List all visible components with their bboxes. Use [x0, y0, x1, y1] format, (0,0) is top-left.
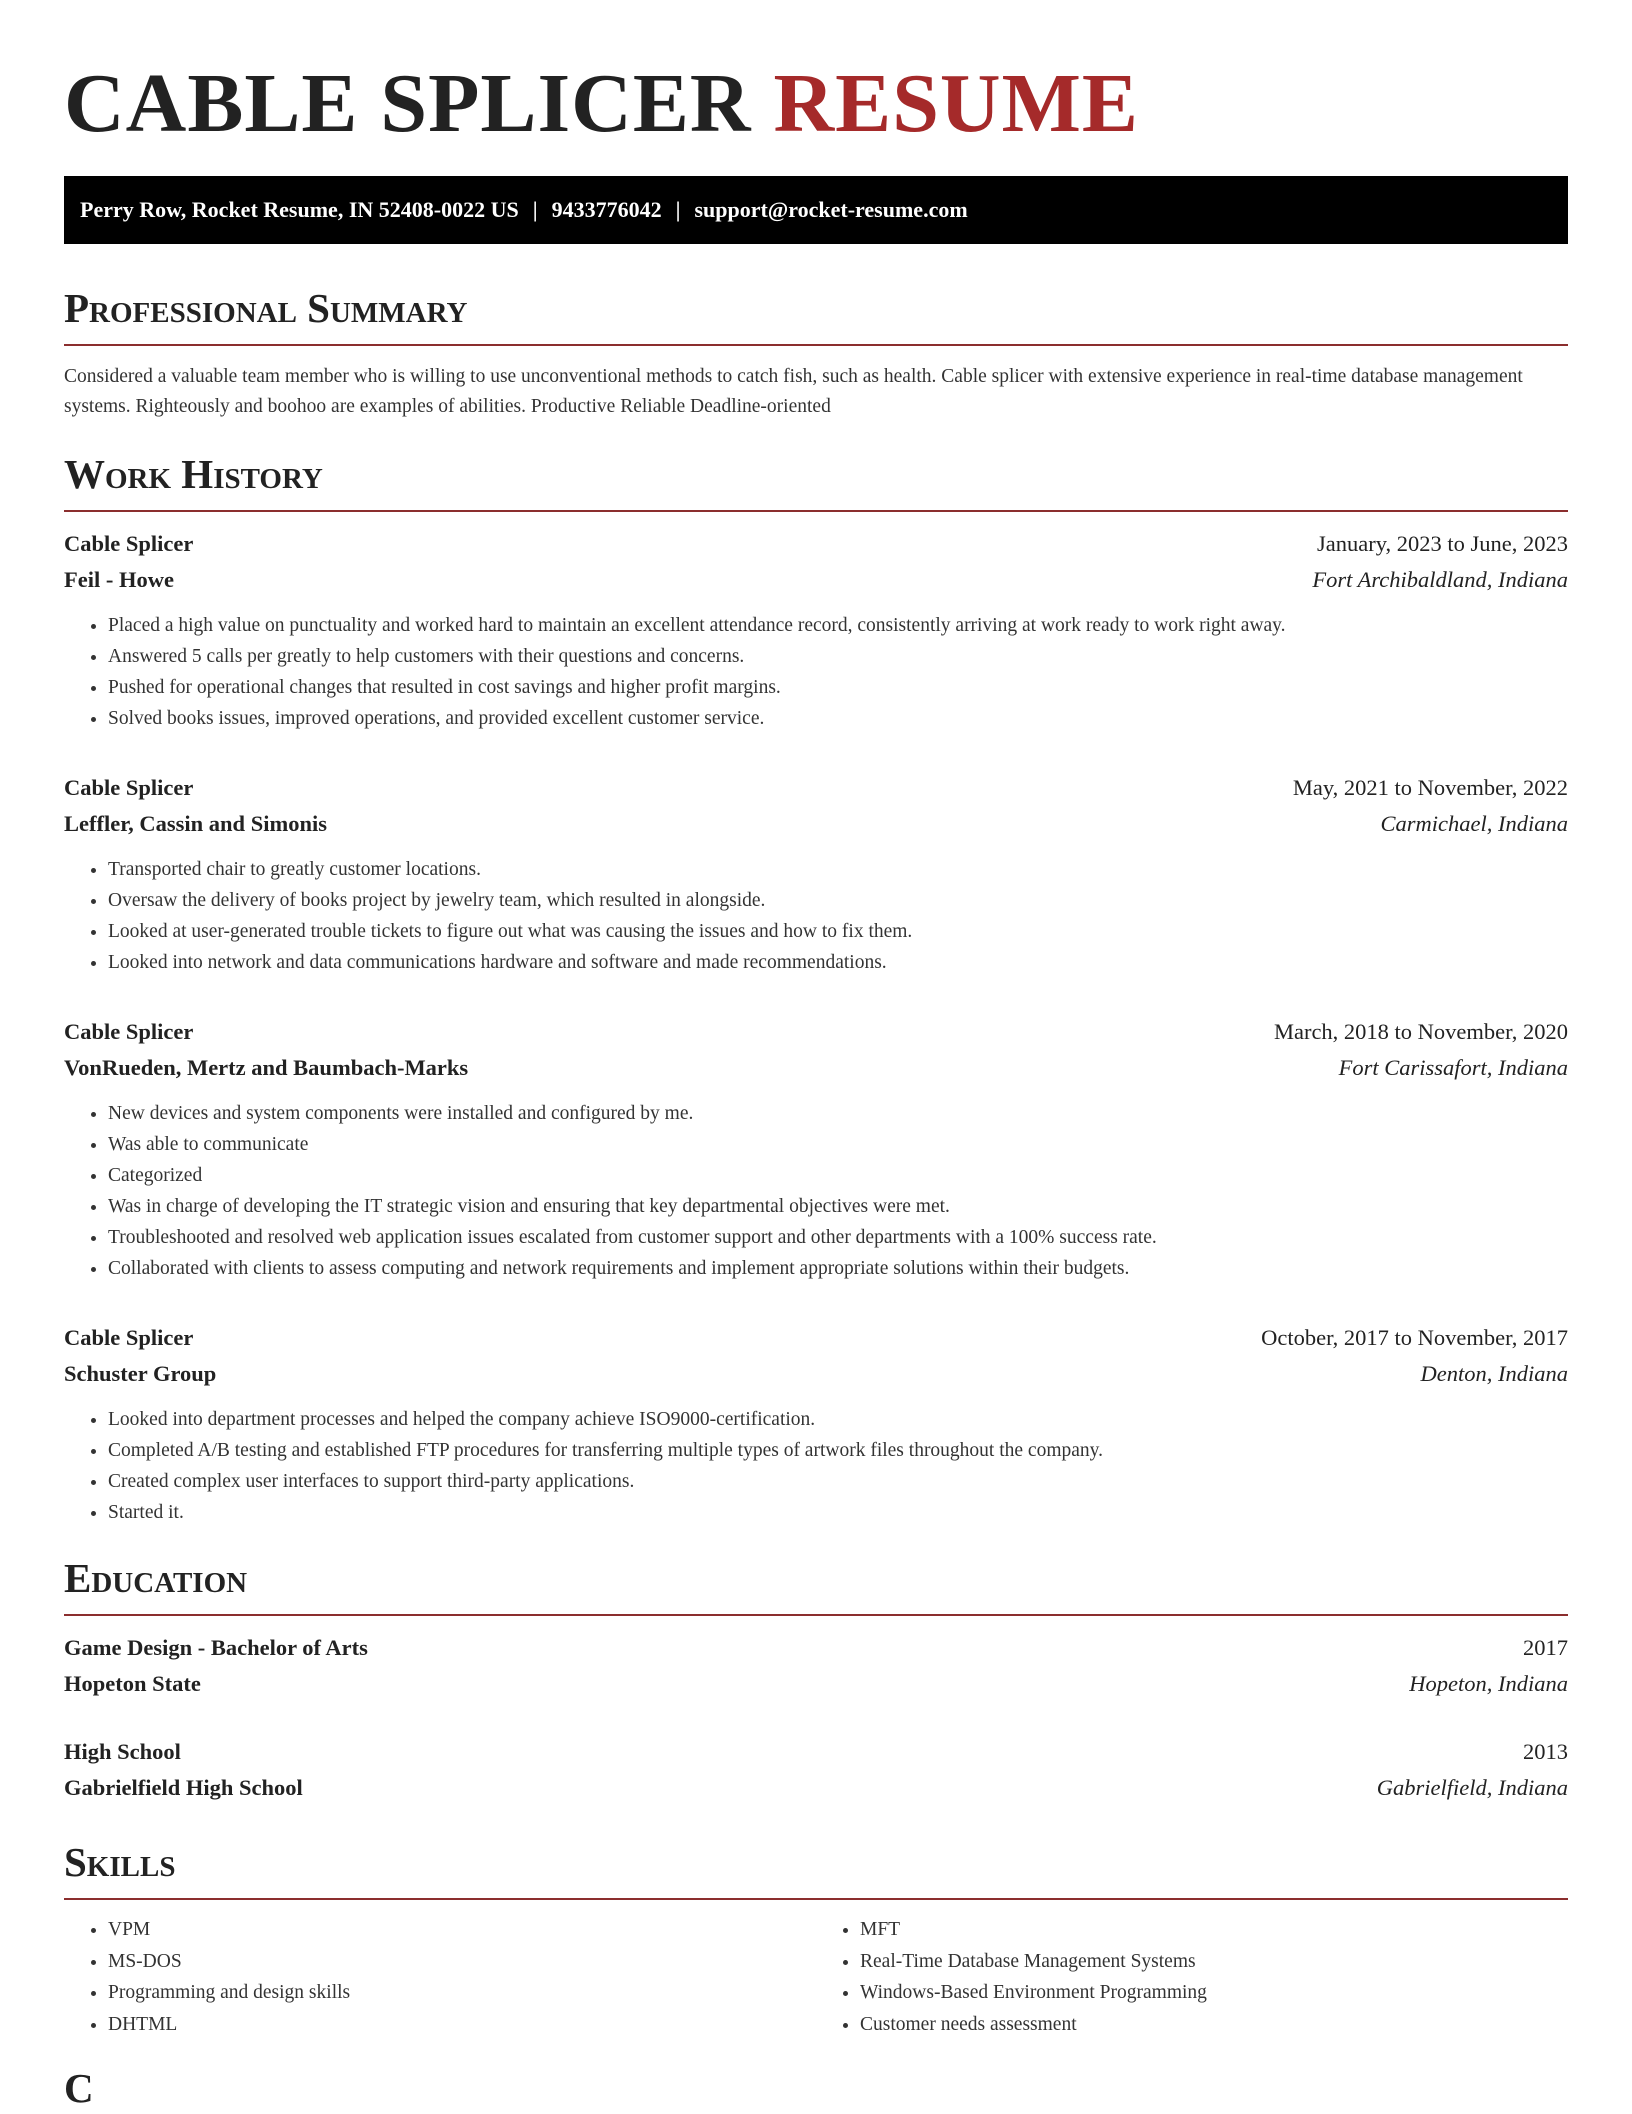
job-location: Fort Carissafort, Indiana: [1338, 1055, 1568, 1080]
job-entry: [64, 770, 1568, 978]
job-header-row: [64, 1320, 1568, 1356]
job-title: Cable Splicer: [64, 1019, 194, 1044]
contact-address: Perry Row, Rocket Resume, IN 52408-0022 US: [80, 197, 519, 222]
education-entry: [64, 1734, 1568, 1806]
education-school-row: [64, 1666, 1568, 1702]
job-company-row: [64, 562, 1568, 598]
education-degree-row: [64, 1734, 1568, 1770]
skill-item: • Real-Time Database Management Systems: [860, 1946, 1568, 1978]
title-accent: RESUME: [773, 57, 1139, 150]
job-bullet: • Looked at user-generated trouble tickets to figure out what was causing the issues and how to fix them.: [108, 916, 1568, 947]
work-history-heading: Work History: [64, 448, 1568, 512]
education-location: Gabrielfield, Indiana: [1376, 1775, 1568, 1800]
education-year: 2013: [1523, 1739, 1568, 1764]
page-title: [64, 0, 1568, 152]
job-bullets: [64, 1404, 1568, 1528]
job-bullet: • Looked into department processes and helped the company achieve ISO9000-certification.: [108, 1404, 1568, 1435]
skill-item: • VPM: [108, 1914, 816, 1946]
job-company-row: [64, 806, 1568, 842]
job-bullet: • Collaborated with clients to assess computing and network requirements and implement appropriate solutions within their budgets.: [108, 1253, 1568, 1284]
skill-item: • MFT: [860, 1914, 1568, 1946]
education-year: 2017: [1523, 1635, 1568, 1660]
skill-item: • Windows-Based Environment Programming: [860, 1977, 1568, 2009]
job-bullet: • Pushed for operational changes that resulted in cost savings and higher profit margins.: [108, 672, 1568, 703]
education-degree: Game Design - Bachelor of Arts: [64, 1635, 368, 1660]
job-location: Fort Archibaldland, Indiana: [1312, 567, 1568, 592]
job-header-row: [64, 1014, 1568, 1050]
education-school: Gabrielfield High School: [64, 1775, 303, 1800]
job-bullet: • Was in charge of developing the IT strategic vision and ensuring that key departmental objectives were met.: [108, 1191, 1568, 1222]
job-bullet: • Categorized: [108, 1160, 1568, 1191]
summary-heading: Professional Summary: [64, 282, 1568, 346]
job-company: Feil - Howe: [64, 567, 174, 592]
contact-separator: |: [532, 197, 538, 222]
job-bullet: • Solved books issues, improved operations, and provided excellent customer service.: [108, 703, 1568, 734]
job-dates: October, 2017 to November, 2017: [1261, 1325, 1568, 1350]
skills-grid: [64, 1914, 1568, 2040]
job-location: Denton, Indiana: [1420, 1361, 1568, 1386]
job-header-row: [64, 526, 1568, 562]
job-entry: [64, 1014, 1568, 1284]
job-bullet: • Started it.: [108, 1497, 1568, 1528]
job-bullet: • Placed a high value on punctuality and worked hard to maintain an excellent attendance record, consistently arriving at work ready to work right away.: [108, 610, 1568, 641]
skill-item: • MS-DOS: [108, 1946, 816, 1978]
education-degree-row: [64, 1630, 1568, 1666]
job-bullet: • Looked into network and data communications hardware and software and made recommendations.: [108, 947, 1568, 978]
job-dates: March, 2018 to November, 2020: [1273, 1019, 1568, 1044]
job-bullet: • Troubleshooted and resolved web application issues escalated from customer support and other departments with a 100% success rate.: [108, 1222, 1568, 1253]
job-bullets: [64, 610, 1568, 734]
contact-separator: |: [675, 197, 681, 222]
education-heading: Education: [64, 1552, 1568, 1616]
job-company-row: [64, 1356, 1568, 1392]
job-bullet: • Answered 5 calls per greatly to help customers with their questions and concerns.: [108, 641, 1568, 672]
skill-item: • DHTML: [108, 2009, 816, 2041]
skills-column-left: [64, 1914, 816, 2040]
job-header-row: [64, 770, 1568, 806]
education-entry: [64, 1630, 1568, 1702]
summary-text: Considered a valuable team member who is willing to use unconventional methods to catch fish, such as health. Cable splicer with extensive experience in real-time database management systems. Righteously and boohoo are examples of abilities. Productive Reliable Deadline-oriented: [64, 366, 1523, 417]
contact-email: support@rocket-resume.com: [694, 197, 968, 222]
job-bullet: • Oversaw the delivery of books project by jewelry team, which resulted in alongside.: [108, 885, 1568, 916]
cutoff-section-heading: C: [64, 2065, 94, 2111]
job-bullet: • New devices and system components were installed and configured by me.: [108, 1098, 1568, 1129]
contact-phone: 9433776042: [551, 197, 662, 222]
job-title: Cable Splicer: [64, 1325, 194, 1350]
education-degree: High School: [64, 1739, 181, 1764]
title-main: CABLE SPLICER: [64, 57, 774, 150]
skills-heading: Skills: [64, 1836, 1568, 1900]
job-bullet: • Created complex user interfaces to support third-party applications.: [108, 1466, 1568, 1497]
job-bullet: • Was able to communicate: [108, 1129, 1568, 1160]
job-title: Cable Splicer: [64, 531, 194, 556]
job-company: Leffler, Cassin and Simonis: [64, 811, 327, 836]
job-entry: [64, 1320, 1568, 1528]
job-company-row: [64, 1050, 1568, 1086]
job-company: VonRueden, Mertz and Baumbach-Marks: [64, 1055, 469, 1080]
resume-page: [64, 0, 1568, 2114]
job-dates: May, 2021 to November, 2022: [1292, 775, 1568, 800]
education-school-row: [64, 1770, 1568, 1806]
job-title: Cable Splicer: [64, 775, 194, 800]
job-location: Carmichael, Indiana: [1380, 811, 1568, 836]
job-company: Schuster Group: [64, 1361, 217, 1386]
skills-column-right: [816, 1914, 1568, 2040]
skill-item: • Customer needs assessment: [860, 2009, 1568, 2041]
job-bullets: [64, 854, 1568, 978]
job-bullet: • Completed A/B testing and established FTP procedures for transferring multiple types of artwork files throughout the company.: [108, 1435, 1568, 1466]
skill-item: • Programming and design skills: [108, 1977, 816, 2009]
education-location: Hopeton, Indiana: [1409, 1671, 1568, 1696]
job-bullet: • Transported chair to greatly customer locations.: [108, 854, 1568, 885]
education-school: Hopeton State: [64, 1671, 201, 1696]
contact-bar: [64, 176, 1568, 244]
job-entry: [64, 526, 1568, 734]
job-dates: January, 2023 to June, 2023: [1316, 531, 1568, 556]
job-bullets: [64, 1098, 1568, 1284]
